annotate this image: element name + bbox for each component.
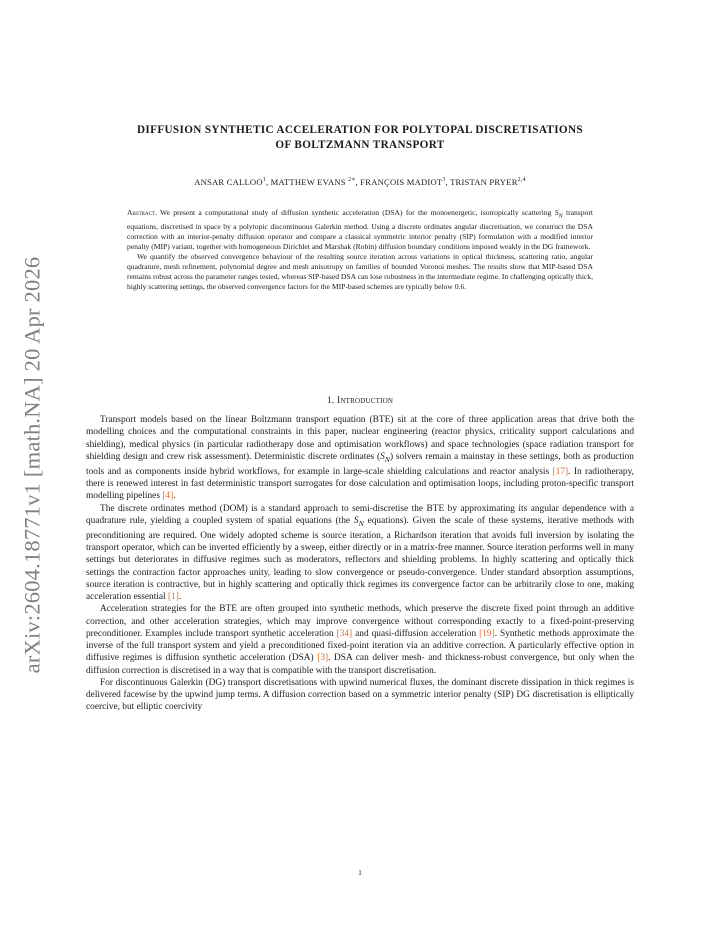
- citation-link[interactable]: [17]: [552, 466, 569, 477]
- citation-link[interactable]: [4]: [162, 491, 174, 502]
- author-name: TRISTAN PRYER: [450, 176, 518, 187]
- body-paragraph-3: Acceleration strategies for the BTE are often grouped into synthetic methods, which preserve the discrete fixed point through an additive correction, and other acceleration strategies, which may improve convergence without corresponding exactly to a fixed-point-preserving preconditioner. Examples include transport synthetic acceleration [34] and quasi-diffusion acceleration [19]. Synthetic methods approximate the inverse of the full transport system and yield a preconditioned fixed-point iteration via an additive correction. A particularly effective option in diffusive regimes is diffusion synthetic acceleration (DSA) [3]. DSA can deliver mesh- and thickness-robust convergence, but only when the diffusion correction is discretised in a way that is compatible with the transport discretisation.: [86, 604, 634, 676]
- paper-title: [80, 123, 640, 153]
- citation-link[interactable]: [3]: [317, 653, 329, 664]
- author-name: MATTHEW EVANS: [270, 176, 349, 187]
- author-affiliation: 3: [442, 177, 446, 183]
- citation-link[interactable]: [19]: [479, 628, 495, 639]
- page-number: 1: [358, 868, 362, 877]
- abstract: [127, 208, 593, 292]
- author-affiliation: 2,4: [517, 177, 526, 183]
- section-number: 1.: [326, 395, 335, 406]
- abstract-label: Abstract.: [127, 208, 157, 217]
- author-name: FRANÇOIS MADIOT: [360, 176, 443, 187]
- title-line-2: OF BOLTZMANN TRANSPORT: [275, 139, 445, 151]
- author-list: ANSAR CALLOO$^1$, MATTHEW EVANS $^{2∗}$, FRANÇOIS MADIOT$^3$, TRISTAN PRYER$^{2,4}$: [194, 176, 526, 187]
- title-line-1: DIFFUSION SYNTHETIC ACCELERATION FOR POLYTOPAL DISCRETISATIONS: [137, 124, 583, 136]
- body-paragraph-1: Transport models based on the linear Boltzmann transport equation (BTE) sit at the core of three application areas that drive both the modelling choices and the computational constraints in this paper, nuclear engineering (reactor physics, criticality support calculations and shielding), medical physics (in particular radiotherapy dose and optimisation workflows) and space technologies (space radiation transport for shielding design and crew risk assessment). Deterministic discrete ordinates $(S_N)$ solvers remain a mainstay in these settings, both as production tools and as components inside hybrid workflows, for example in large-scale shielding calculations and reactor analysis [17]. In radiotherapy, there is renewed interest in fast deterministic transport surrogates for dose calculation and optimisation loops, including proton-specific transport modelling pipelines [4].: [86, 415, 634, 502]
- section-title: Introduction: [337, 395, 394, 406]
- sn-symbol: $S_N$: [554, 208, 563, 220]
- body-paragraph-2: The discrete ordinates method (DOM) is a standard approach to semi-discretise the BTE by approximating its angular dependence with a quadrature rule, yielding a coupled system of spatial equations (the $S_N$ equations). Given the scale of these systems, iterative methods with preconditioning are required. One widely adopted scheme is source iteration, a Richardson iteration that avoids full inversion by isolating the transport operator, which can be inverted efficiently by a sweep, either directly or in a matrix-free manner. Source iteration performs well in many settings but deteriorates in diffusive regimes such as moderators, reflectors and shielding problems. In highly scattering and optically thick settings the contraction factor approaches unity, leading to slow convergence or pseudo-convergence. Under standard absorption assumptions, source iteration is contractive, but in highly scattering and optically thick regimes its convergence factor can be arbitrarily close to one, making acceleration essential [1].: [86, 503, 634, 603]
- arxiv-identifier-stamp: arXiv:2604.18771v1 [math.NA] 20 Apr 2026: [19, 256, 45, 674]
- sn-symbol: $S_N$: [380, 451, 390, 464]
- author-affiliation: 1: [262, 177, 266, 183]
- body-paragraph-4: For discontinuous Galerkin (DG) transport discretisations with upwind numerical fluxes, the dominant discrete dissipation in thick regimes is delivered facewise by the upwind jump terms. A diffusion correction based on a symmetric interior penalty (SIP) DG discretisation is elliptically coercive, but elliptic coercivity: [86, 677, 634, 713]
- author-name: ANSAR CALLOO: [194, 176, 263, 187]
- abstract-text-1: We present a computational study of diffusion synthetic acceleration (DSA) for the monoenergetic, isotropically scattering $S_N$ transport equations, discretised in space by a polytopic discontinuous Galerkin method. Using a discrete ordinates angular discretisation, we construct the DSA correction with an interior-penalty diffusion operator and compare a classical symmetric interior penalty (SIP) formulation with a modified interior penalty (MIP) variant, together with homogeneous Dirichlet and Marshak (Robin) diffusion boundary conditions imposed weakly in the DG framework.: [127, 208, 593, 251]
- abstract-paragraph-2: We quantify the observed convergence behaviour of the resulting source iteration across variations in optical thickness, scattering ratio, angular quadrature, mesh refinement, polynomial degree and mesh anisotropy on families of bounded Voronoi meshes. The results show that MIP-based DSA remains robust across the parameter ranges tested, whereas SIP-based DSA can lose robustness in the intermediate regime. In challenging optically thick, highly scattering settings, the observed convergence factors for the MIP-based schemes are typically below 0.6.: [127, 251, 593, 292]
- abstract-paragraph-1: [127, 208, 593, 252]
- section-heading-introduction: [80, 395, 640, 406]
- citation-link[interactable]: [34]: [336, 628, 353, 639]
- citation-link[interactable]: [1]: [167, 592, 179, 603]
- author-affiliation: 2∗: [348, 177, 356, 183]
- sn-symbol: $S_N$: [353, 515, 364, 528]
- introduction-body: [86, 414, 634, 714]
